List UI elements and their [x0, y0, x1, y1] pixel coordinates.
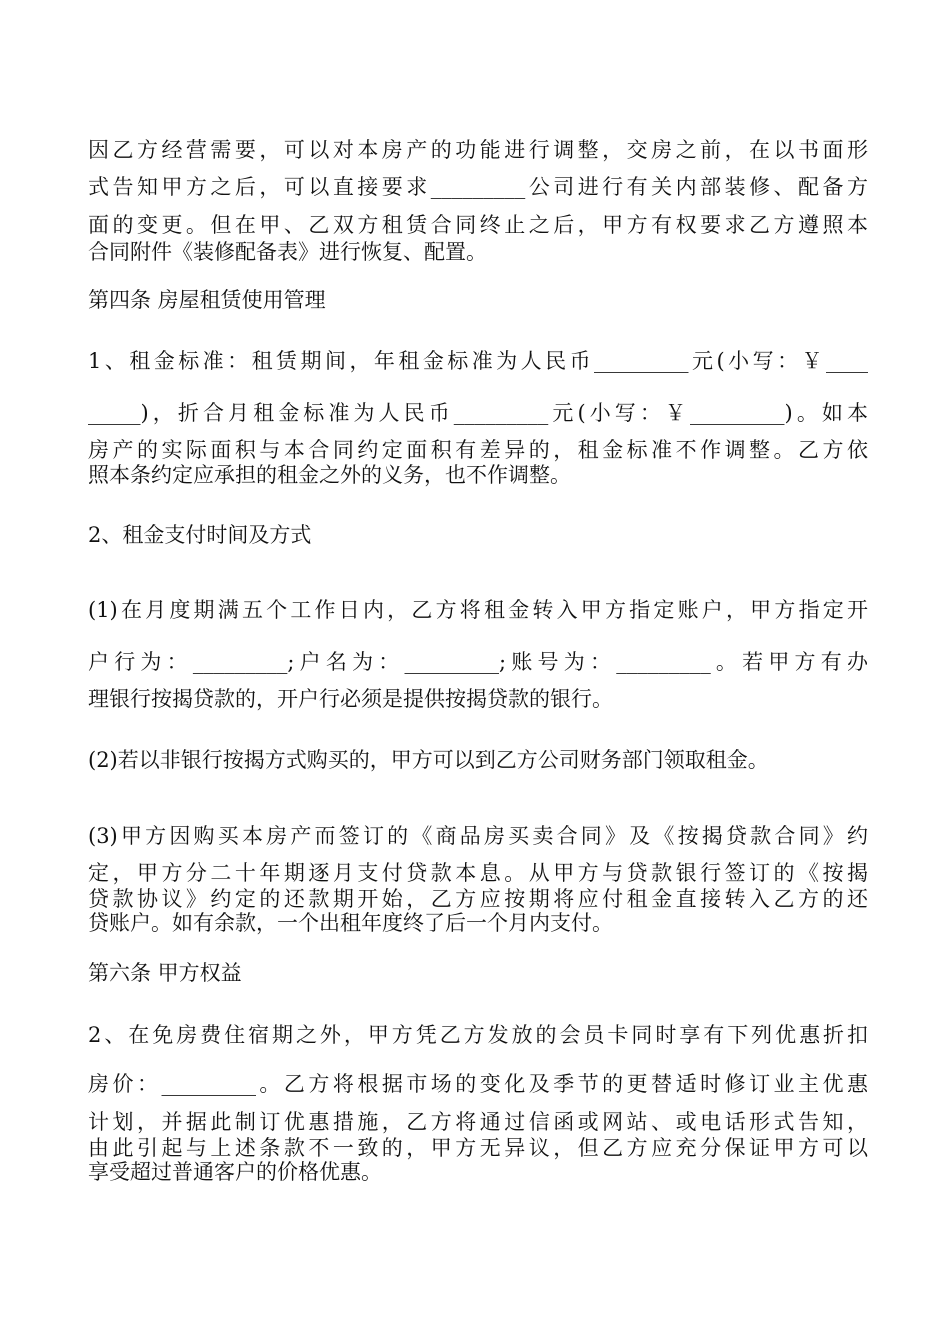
paragraph-owner-rights-line-5: 享受超过普通客户的价格优惠。 — [88, 1160, 382, 1184]
paragraph-payment-3-line-2: 定，甲方分二十年期逐月支付贷款本息。从甲方与贷款银行签订的《按揭 — [88, 861, 868, 885]
paragraph-owner-rights-line-2: 房价：_________。乙方将根据市场的变化及季节的更替适时修订业主优惠 — [88, 1072, 868, 1096]
paragraph-payment-1-line-2: 户行为：_________;户名为：_________;账号为：_________。若甲方有办 — [88, 650, 868, 674]
paragraph-payment-1-line-3: 理银行按揭贷款的，开户行必须是提供按揭贷款的银行。 — [88, 687, 613, 711]
paragraph-rent-standard-line-1: 1、租金标准：租赁期间，年租金标准为人民币_________元(小写：￥____ — [88, 349, 868, 373]
paragraph-rent-standard-line-3: 房产的实际面积与本合同约定面积有差异的，租金标准不作调整。乙方依 — [88, 438, 868, 462]
paragraph-renovation-line-4: 合同附件《装修配备表》进行恢复、配置。 — [88, 240, 487, 264]
paragraph-owner-rights-line-3: 计划，并据此制订优惠措施，乙方将通过信函或网站、或电话形式告知， — [88, 1110, 868, 1134]
paragraph-payment-1-line-1: (1)在月度期满五个工作日内，乙方将租金转入甲方指定账户，甲方指定开 — [88, 598, 868, 622]
section-heading-payment-method: 2、租金支付时间及方式 — [88, 523, 312, 547]
paragraph-owner-rights-line-1: 2、在免房费住宿期之外，甲方凭乙方发放的会员卡同时享有下列优惠折扣 — [88, 1023, 868, 1047]
paragraph-renovation-line-2: 式告知甲方之后，可以直接要求_________公司进行有关内部装修、配备方 — [88, 175, 868, 199]
paragraph-payment-3-line-1: (3)甲方因购买本房产而签订的《商品房买卖合同》及《按揭贷款合同》约 — [88, 824, 868, 848]
paragraph-payment-2: (2)若以非银行按揭方式购买的，甲方可以到乙方公司财务部门领取租金。 — [88, 748, 769, 772]
paragraph-renovation-line-3: 面的变更。但在甲、乙双方租赁合同终止之后，甲方有权要求乙方遵照本 — [88, 213, 868, 237]
section-heading-article-6: 第六条 甲方权益 — [88, 961, 242, 985]
paragraph-rent-standard-line-2: _____)，折合月租金标准为人民币_________元(小写：￥_________)。如本 — [88, 401, 868, 425]
paragraph-renovation-line-1: 因乙方经营需要，可以对本房产的功能进行调整，交房之前，在以书面形 — [88, 138, 868, 162]
paragraph-payment-3-line-3: 贷款协议》约定的还款期开始，乙方应按期将应付租金直接转入乙方的还 — [88, 887, 868, 911]
paragraph-rent-standard-line-4: 照本条约定应承担的租金之外的义务，也不作调整。 — [88, 463, 571, 487]
paragraph-payment-3-line-4: 贷账户。如有余款，一个出租年度终了后一个月内支付。 — [88, 911, 613, 935]
paragraph-owner-rights-line-4: 由此引起与上述条款不一致的，甲方无异议，但乙方应充分保证甲方可以 — [88, 1136, 868, 1160]
section-heading-article-4: 第四条 房屋租赁使用管理 — [88, 288, 326, 312]
